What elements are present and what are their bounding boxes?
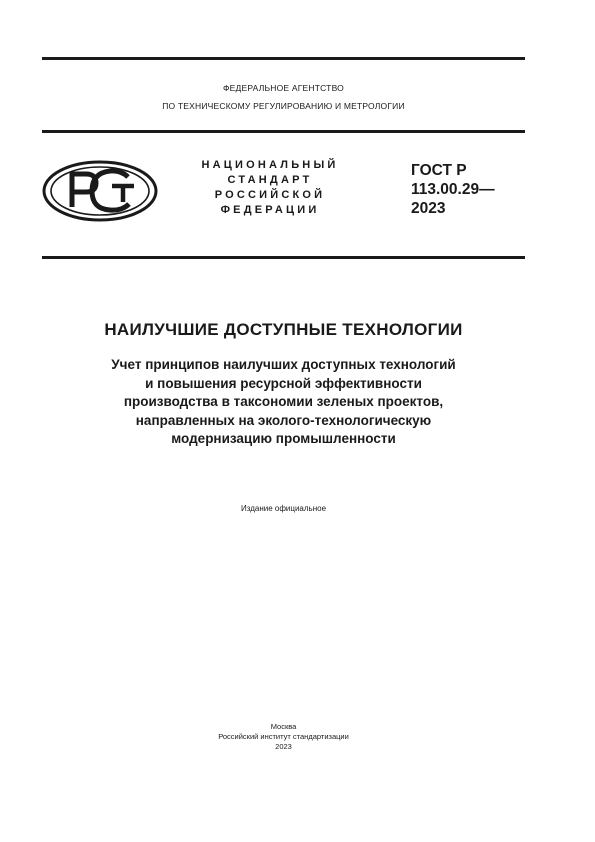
subtitle-line-5: модернизацию промышленности xyxy=(171,431,396,446)
document-subtitle xyxy=(42,356,525,449)
standard-designation xyxy=(411,161,495,218)
subtitle-line-4: направленных на эколого-технологическую xyxy=(135,412,432,428)
national-standard-label xyxy=(190,158,350,218)
agency-line-1: ФЕДЕРАЛЬНОЕ АГЕНТСТВО xyxy=(223,83,344,93)
document-title: НАИЛУЧШИЕ ДОСТУПНЫЕ ТЕХНОЛОГИИ xyxy=(104,320,463,339)
designation-line-1: ГОСТ Р xyxy=(411,162,467,179)
subtitle-line-1: Учет принципов наилучших доступных технологий xyxy=(111,357,456,372)
designation-line-2: 113.00.29— xyxy=(411,181,495,198)
top-rule xyxy=(42,57,525,60)
subtitle-line-3: производства в таксономии зеленых проектов, xyxy=(123,394,444,409)
imprint-year: 2023 xyxy=(275,742,292,751)
national-standard-line-4: ФЕДЕРАЦИИ xyxy=(220,204,320,216)
national-standard-line-1: НАЦИОНАЛЬНЫЙ xyxy=(201,159,339,171)
rst-emblem-icon xyxy=(42,160,158,222)
edition-note: Издание официальное xyxy=(240,504,327,513)
lower-rule xyxy=(42,256,525,259)
designation-line-3: 2023 xyxy=(411,200,446,217)
national-standard-line-2: СТАНДАРТ xyxy=(227,174,313,186)
header-rule xyxy=(42,130,525,133)
national-standard-line-3: РОССИЙСКОЙ xyxy=(214,189,326,201)
imprint-publisher: Российский институт стандартизации xyxy=(218,732,349,741)
subtitle-line-2: и повышения ресурсной эффективности xyxy=(145,375,422,391)
agency-line-2: ПО ТЕХНИЧЕСКОМУ РЕГУЛИРОВАНИЮ И МЕТРОЛОГИИ xyxy=(162,101,405,111)
imprint xyxy=(42,722,525,752)
imprint-city: Москва xyxy=(270,722,297,731)
